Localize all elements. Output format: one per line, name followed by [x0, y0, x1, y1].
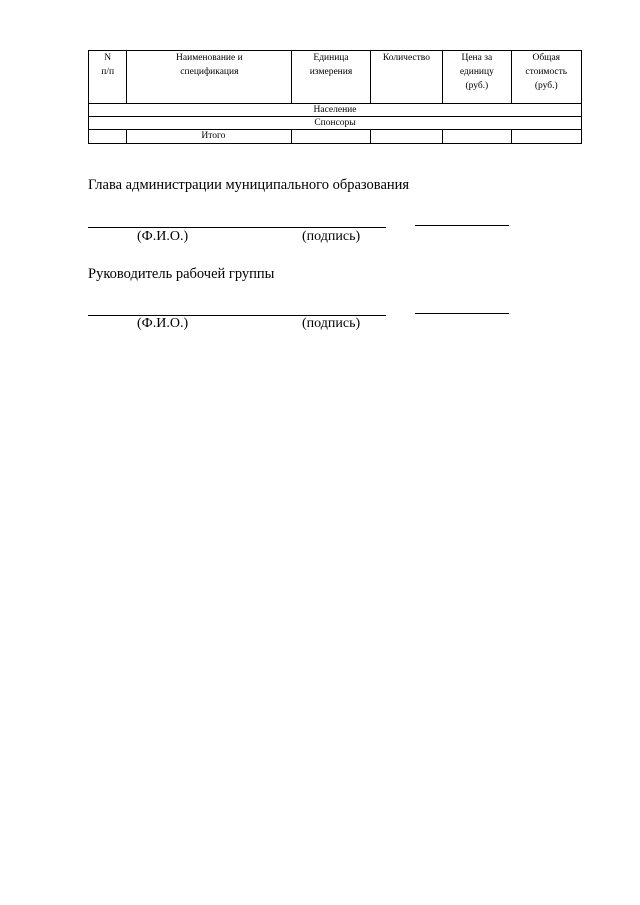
- total-cell-unit: [292, 130, 370, 144]
- fio-label: (Ф.И.О.): [137, 316, 189, 331]
- table-header-row: [89, 51, 582, 104]
- total-cell-price: [443, 130, 511, 144]
- header-unit-price: Цена за единицу (руб.): [443, 51, 511, 104]
- section-row-population: [89, 104, 582, 117]
- header-quantity: Количество: [370, 51, 443, 104]
- fio-signature-line: [88, 227, 386, 228]
- budget-table: [88, 50, 582, 144]
- fio-label: (Ф.И.О.): [137, 229, 189, 244]
- signature-title-group-leader: Руководитель рабочей группы: [88, 266, 275, 282]
- signature-label: (подпись): [302, 229, 361, 244]
- signature-title-head: Глава администрации муниципального образования: [88, 177, 410, 193]
- header-total-cost: Общая стоимость (руб.): [511, 51, 581, 104]
- signature-label: (подпись): [302, 316, 361, 331]
- header-name: Наименование и спецификация: [127, 51, 292, 104]
- total-cell-number: [89, 130, 127, 144]
- total-row: [89, 130, 582, 144]
- total-label: Итого: [127, 130, 292, 144]
- date-line: [415, 313, 509, 314]
- total-cell-sum: [511, 130, 581, 144]
- section-label: Спонсоры: [89, 117, 582, 130]
- header-unit: Единица измерения: [292, 51, 370, 104]
- date-line: [415, 225, 509, 226]
- header-number: N п/п: [89, 51, 127, 104]
- section-row-sponsors: [89, 117, 582, 130]
- total-cell-quantity: [370, 130, 443, 144]
- section-label: Население: [89, 104, 582, 117]
